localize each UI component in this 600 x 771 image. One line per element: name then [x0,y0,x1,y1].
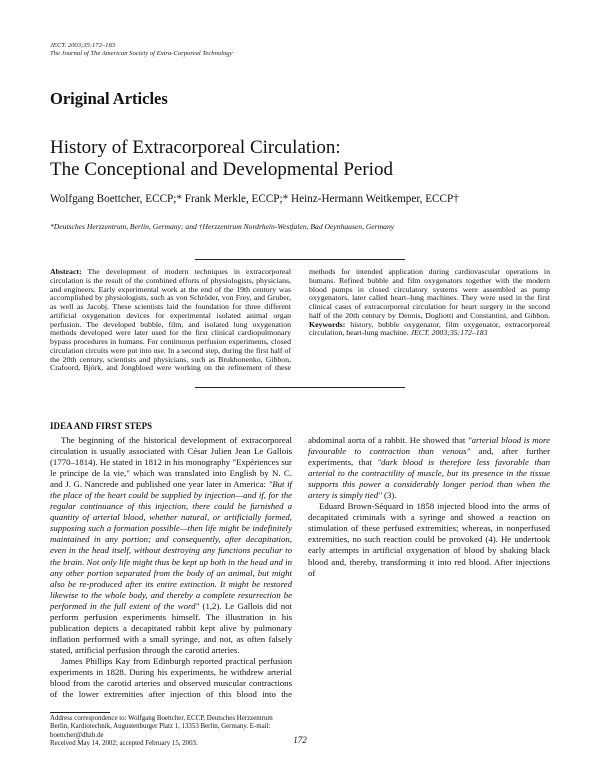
keywords-text: history, bubble oxygenator, film oxygenator, extracorporeal circulation, heart-lung machine. [309,319,550,338]
section-title: Original Articles [50,89,168,108]
body-paragraph [308,501,550,578]
p2-text-c: (3). [381,490,397,501]
p1-quote: "But if the place of the heart could be supplied by injection—and if, for the regular continuance of this injection, there could be furnished a quantity of arterial blood, whether natural, or artificially formed, supposing such a formation possible—then life might be indefinitely maintained in any portion; and consequently, after decapitation, even in the head itself, without destroying any functions peculiar to the brain. Not only life might thus be kept up both in the head and in any other portion separated from the body of an animal, but might also be re-produced after its entire extinction. It might be restored likewise to the whole body, and thereby a complete resurrection be performed in the full extent of the word" [50,479,292,611]
abstract-text: The development of modern techniques in extracorporeal circulation is the result of the combined efforts of physiologists, physicians, and engineers. Early experimental work at the end of the 19th century was accomplished by physiologists, such as von Schröder, von Frey, and Gruber, as well as Jacobj. These scientists laid the foundation for three different artificial oxygenation devices for experimental isolated animal organ perfusion. The developed bubble, film, and isolated lung oxygenation methods developed were later used for the first clinical cardiopulmonary bypass procedures in humans. For continuous perfusion experiments, closed circulation circuits were put into use. In a second step, during the first half of the 20th century, scientists and physicians, such as Brukhonenko, Gibbon, Crafoord, Björk, and Jongbloed were working on the refinement of these methods for intended application during cardiovascular operations in humans. Refined bubble and film oxygenators together with the modern blood pumps in closed circulatory systems were assembled as pump oxygenators, later called heart–lung machines. They were used in the first clinical cases of extracorporeal circulation for heart surgery in the second half of the 20th century by Dennis, Dogliotti and Constantini, and Gibbon. [50,267,550,373]
correspondence-address: Address correspondence to: Wolfgang Boettcher, ECCP, Deutsches Herzzentrum Berlin, Kardiotechnik, Augustenburger Platz 1, 13353 Berlin, Germany. E-mail: boettcher@dhzb.de [50,715,273,739]
abstract-block [50,268,550,380]
body-text [50,435,550,711]
journal-name: The Journal of The American Society of Extra-Corporeal Technology [50,50,233,58]
footnote [50,715,292,748]
abstract-bottom-rule [195,387,405,388]
author-affiliations: *Deutsches Herzzentrum, Berlin, Germany; and †Herzzentrum Nordrhein-Westfalen, Bad Oeynhausen, Germany [50,222,395,231]
p1-text-a: The beginning of the historical development of extracorporeal circulation is usually associated with César Julien Jean Le Gallois (1770–1814). He stated in 1812 in his monography "Expériences sur le principe de la vie," which was translated into English by N. C. and J. G. Nancrede and published one year later in America: [50,435,292,490]
p3-text: Eduard Brown-Séquard in 1858 injected blood into the arms of decapitated criminals with a syringe and showed a reaction on stimulation of these perfused extremities; whereas, in nonperfused extremities, no such reaction could be provoked (4). He undertook early attempts in artificial oxygenation of blood by shaking black blood and, thereby, transforming it into red blood. After injections of [308,501,550,578]
author-list: Wolfgang Boettcher, ECCP;* Frank Merkle, ECCP;* Heinz-Hermann Weitkemper, ECCP† [50,193,459,205]
title-line-2: The Conceptional and Developmental Period [50,159,393,180]
p2-quote-1: "arterial blood is more favourable to contraction than venous" [308,435,550,457]
abstract-label: Abstract: [50,267,82,276]
footnote-rule [50,712,110,713]
title-line-1: History of Extracorporeal Circulation: [50,137,341,158]
article-title [50,137,393,181]
abstract-top-rule [195,259,405,260]
abstract-citation: JECT. 2003;35:172–183 [410,328,488,338]
p1-text-b: (1,2). Le Gallois did not perform perfusion experiments himself. The illustration in his publication depicts a decapitated rabbit kept alive by pulmonary inflation performed with a small syringe, and not, as often falsely stated, artificial perfusion through the carotid arteries. [50,600,292,655]
p2-text-a: James Phillips Kay from Edinburgh reported practical perfusion experiments in 1828. During his experiments, he withdrew arterial blood from the carotid arteries and observed muscular contractions of the lower extremities after injection of this blood into the abdominal aorta of a rabbit. He showed that [50,435,468,700]
p2-quote-2: "dark blood is therefore less favorable than arterial to the contractility of muscle, but its presence in the tissue supports this power a considerably longer period than when the artery is simply tied" [308,457,551,501]
received-dates: Received May 14, 2002; accepted February 15, 2003. [50,739,198,747]
section-heading: IDEA AND FIRST STEPS [50,421,153,431]
page-number: 172 [293,735,307,745]
keywords-label: Keywords: [309,319,346,329]
body-paragraph [50,435,292,656]
journal-citation: JECT. 2003;35:172–183 [50,42,116,49]
journal-header [50,42,233,59]
p2-text-b: and, after further experiments, that [308,446,551,468]
